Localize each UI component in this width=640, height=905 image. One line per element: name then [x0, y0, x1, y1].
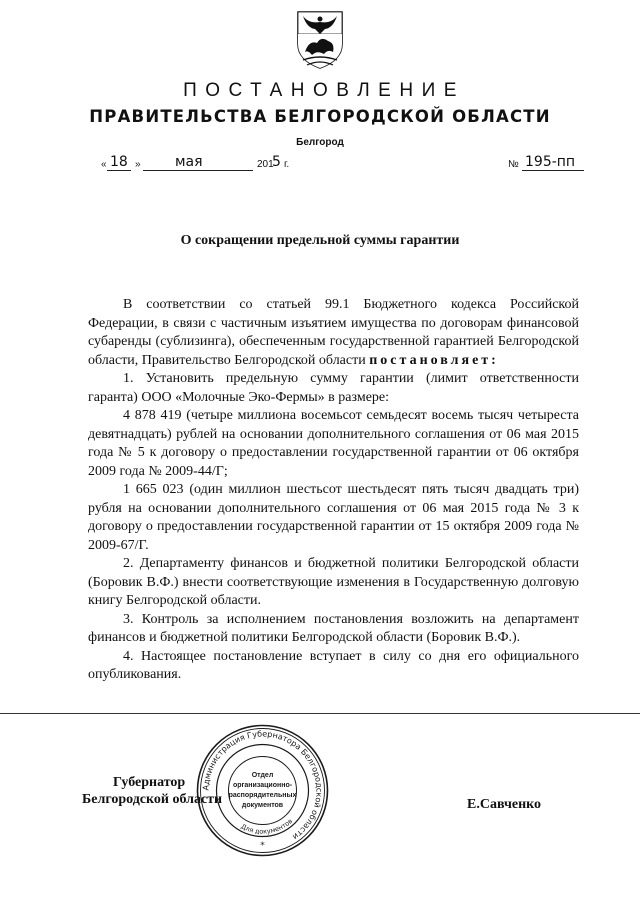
stamp-outer-text: Администрация Губернатора Белгородской области	[201, 729, 324, 842]
paragraph-item-1: 1. Установить предельную сумму гарантии (лимит ответственности гаранта) ООО «Молочные Эко-Фермы» в размере:	[88, 371, 579, 405]
date-year-prefix: 201	[257, 159, 274, 170]
paragraph-amount-1: 4 878 419 (четыре миллиона восемьсот семьдесят восемь тысяч четыреста девятнадцать) рублей на основании дополнительного соглашения от 06 мая 2015 года № 5 к договору о предоставлении государственной гарантии от 06 октября 2009 года № 2009-44/Г;	[88, 408, 579, 479]
paragraph-item-4: 4. Настоящее постановление вступает в силу со дня его официального опубликования.	[88, 648, 579, 682]
stamp-center-line: распорядительных	[228, 792, 297, 799]
quote-close: »	[135, 159, 141, 170]
stamp-center-line: Отдел	[251, 772, 274, 779]
stamp-star: *	[260, 841, 265, 851]
number-value: 195-пп	[525, 154, 576, 170]
date-month: мая	[175, 154, 203, 170]
coat-of-arms-icon	[295, 10, 345, 70]
decree-word: постановляет:	[369, 352, 499, 368]
document-title: О сокращении предельной суммы гарантии	[180, 233, 460, 248]
stamp-center-line: организационно-	[232, 782, 293, 789]
official-stamp-icon	[195, 723, 330, 858]
paragraph-item-2: 2. Департаменту финансов и бюджетной политики Белгородской области (Боровик В.Ф.) внести соответствующие изменения в Государственную долговую книгу Белгородской области.	[88, 556, 579, 608]
quote-open: «	[101, 159, 107, 170]
paragraph-amount-2: 1 665 023 (один миллион шестьсот шестьдесят пять тысяч двадцать три) рубля на основании дополнительного соглашения от 06 мая 2015 года № 3 к договору о предоставлении государственной гарантии от 15 октября 2009 года № 2009-67/Г.	[88, 482, 579, 553]
city-name: Белгород	[296, 137, 344, 148]
government-heading: ПРАВИТЕЛЬСТВА БЕЛГОРОДСКОЙ ОБЛАСТИ	[89, 107, 551, 126]
signature-position-line2: Белгородской области	[82, 792, 223, 807]
stamp-center-line: документов	[241, 802, 284, 809]
signature-name: Е.Савченко	[467, 797, 542, 812]
decree-heading: ПОСТАНОВЛЕНИЕ	[183, 80, 465, 101]
signature-position-line1: Губернатор	[113, 775, 186, 790]
document-body	[88, 296, 579, 685]
number-label: №	[508, 159, 519, 170]
stamp-bottom-text: Для документов	[239, 817, 295, 836]
date-year-unit: г.	[284, 159, 290, 170]
paragraph-item-3: 3. Контроль за исполнением постановления возложить на департамент финансов и бюджетной политики Белгородской области (Боровик В.Ф.).	[88, 611, 579, 645]
separator-line	[0, 713, 640, 714]
date-year-suffix: 5	[272, 154, 281, 170]
date-day: 18	[110, 154, 128, 170]
paragraph-preamble: В соответствии со статьей 99.1 Бюджетного кодекса Российской Федерации, в связи с частичным изъятием имущества по договорам финансовой субаренды (сублизинга), обеспеченным государственной гарантией Белгородской области, Правительство Белгородской области постановляет:	[88, 297, 579, 368]
